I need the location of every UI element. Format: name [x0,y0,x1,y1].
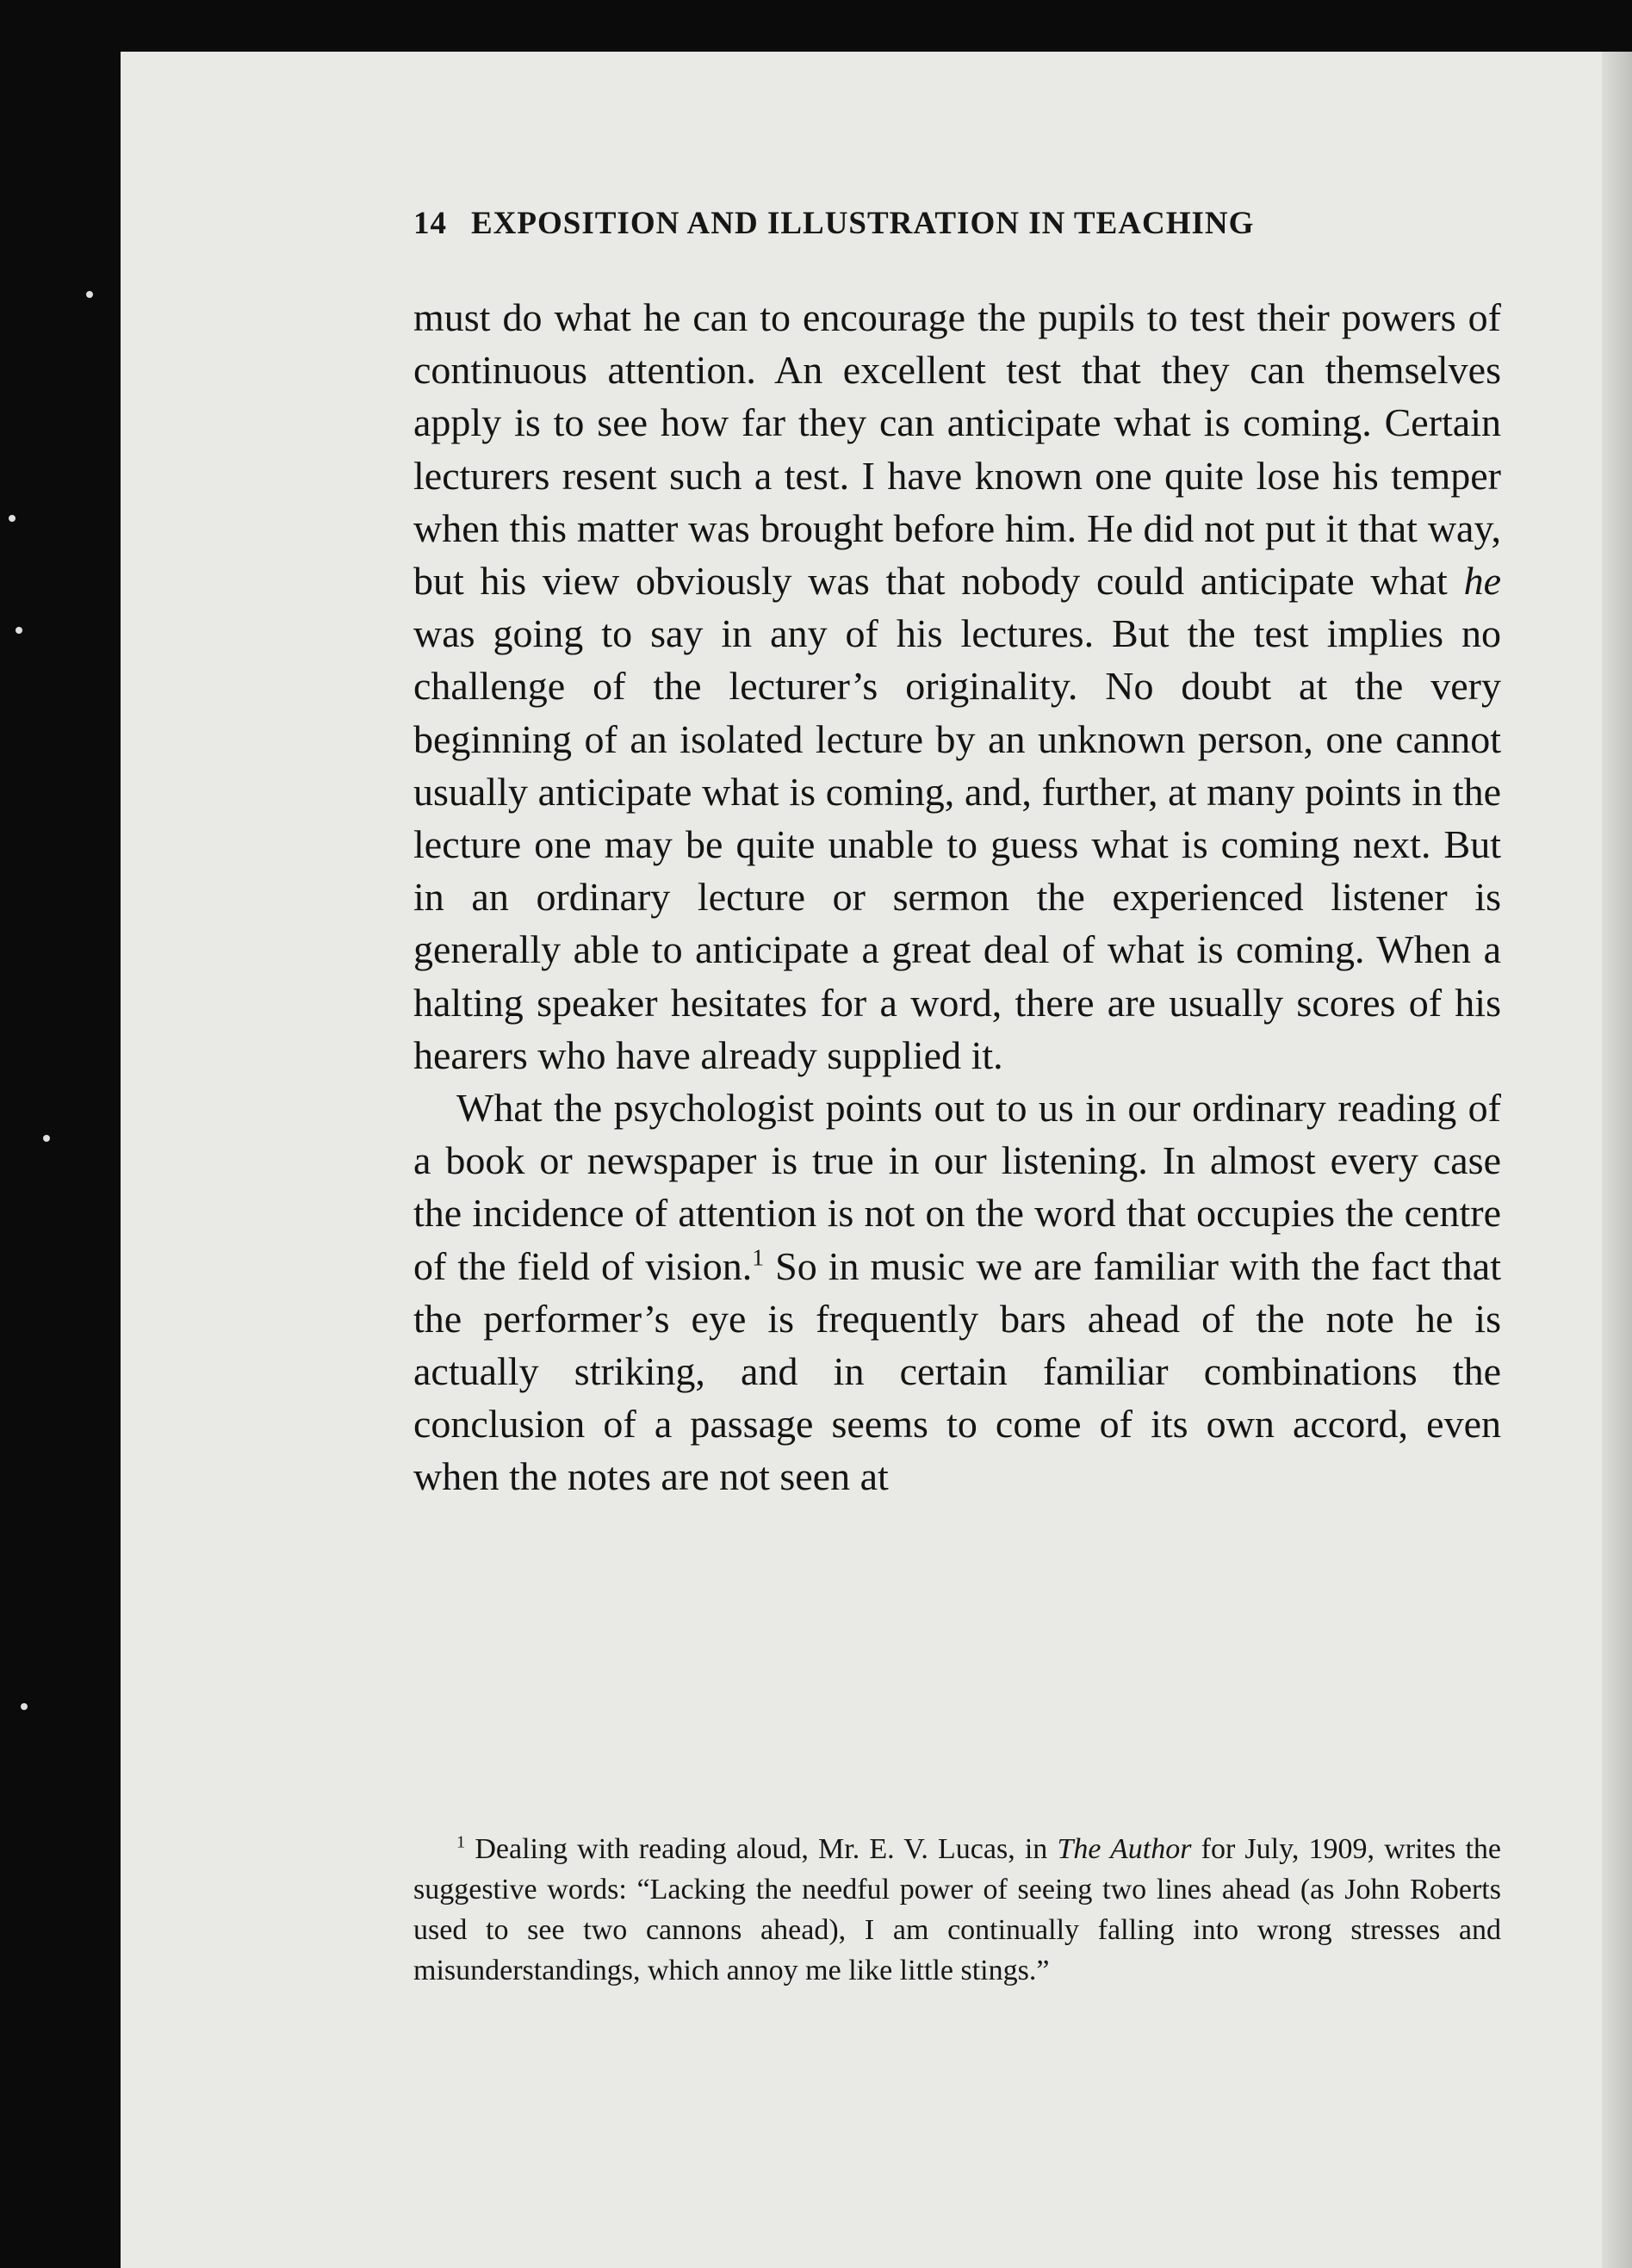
paragraph-1: must do what he can to encourage the pupils to test their powers of continuous attention. An excellent test that they can themselves apply is to see how far they can anticipate what is coming. Certain lecturers resent such a test. I have known one quite lose his temper when this matter was brought before him. He did not put it that way, but his view obviously was that nobody could anticipate what he was going to say in any of his lectures. But the test implies no challenge of the lecturer’s originality. No doubt at the very beginning of an isolated lecture by an unknown person, one cannot usually anticipate what is coming, and, further, at many points in the lecture one may be quite unable to guess what is coming next. But in an ordinary lecture or sermon the experienced listener is generally able to anticipate a great deal of what is coming. When a halting speaker hesitates for a word, there are usually scores of his hearers who have already supplied it. [413,295,1501,1077]
running-title: EXPOSITION AND ILLUSTRATION IN TEACHING [471,206,1255,241]
scan-speck [43,1135,50,1142]
footnote-reference: 1 [752,1243,765,1271]
emphasis-he: he [1463,559,1501,604]
scan-speck [9,515,16,522]
footnote: $^1$ Dealing with reading aloud, Mr. E. V. Lucas, in The Author for July, 1909, writes the suggestive words: “Lacking the needful power of seeing two lines ahead (as John Roberts used to see two cannons ahead), I am continually falling into wrong stresses and misunderstandings, which annoy me like little stings.” [413,1832,1501,1986]
scan-speck [86,291,93,298]
body-text [413,291,1501,1503]
scan-speck [21,1703,28,1710]
page-right-edge [1602,52,1632,2268]
running-header [413,205,1430,242]
paragraph-2: What the psychologist points out to us in our ordinary reading of a book or newspaper is true in our listening. In almost every case the incidence of attention is not on the word that occupies the centre of the field of vision.$^1$ So in music we are familiar with the fact that the performer’s eye is frequently bars ahead of the note he is actually striking, and in certain familiar combinations the conclusion of a passage seems to come of its own accord, even when the notes are not seen at [413,1086,1501,1499]
footnote-emphasis: The Author [1057,1833,1192,1865]
scan-speck [16,627,22,634]
footnote-marker: 1 [456,1832,466,1852]
page-number: 14 [413,206,447,241]
